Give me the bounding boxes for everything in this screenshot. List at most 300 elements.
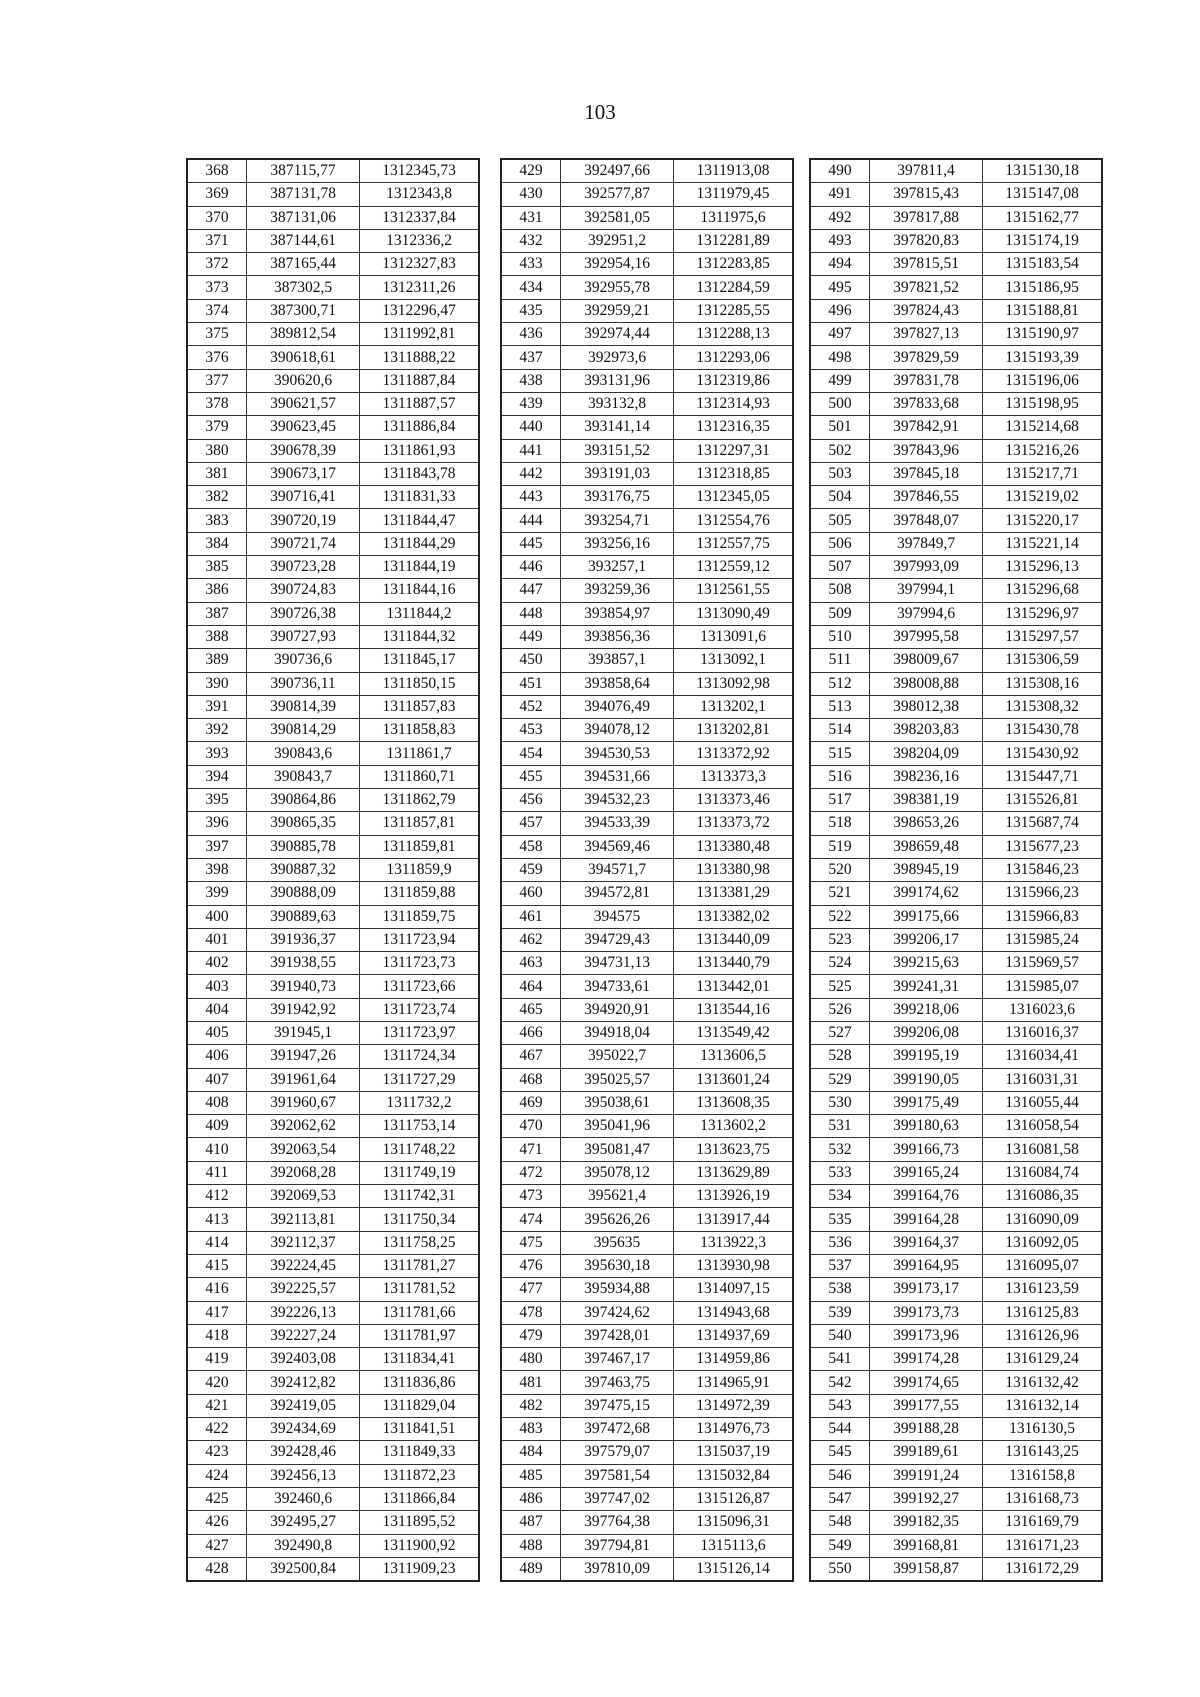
y-coordinate-cell: 1311850,15 — [360, 672, 480, 695]
x-coordinate-cell: 397831,78 — [870, 369, 983, 392]
table-row — [810, 1138, 1102, 1161]
x-coordinate-cell: 390723,28 — [247, 556, 360, 579]
point-number-cell: 491 — [810, 183, 870, 206]
point-number-cell: 388 — [187, 625, 247, 648]
point-number-cell: 414 — [187, 1231, 247, 1254]
point-number-cell: 467 — [501, 1045, 561, 1068]
x-coordinate-cell: 390887,32 — [247, 858, 360, 881]
y-coordinate-cell: 1311844,19 — [360, 556, 480, 579]
point-number-cell: 496 — [810, 299, 870, 322]
x-coordinate-cell: 387131,78 — [247, 183, 360, 206]
point-number-cell: 527 — [810, 1021, 870, 1044]
table-row — [187, 253, 479, 276]
table-row — [187, 1045, 479, 1068]
x-coordinate-cell: 397842,91 — [870, 416, 983, 439]
point-number-cell: 434 — [501, 276, 561, 299]
point-number-cell: 380 — [187, 439, 247, 462]
y-coordinate-cell: 1311857,83 — [360, 695, 480, 718]
point-number-cell: 524 — [810, 952, 870, 975]
point-number-cell: 428 — [187, 1557, 247, 1581]
x-coordinate-cell: 398659,48 — [870, 835, 983, 858]
y-coordinate-cell: 1315308,16 — [983, 672, 1103, 695]
x-coordinate-cell: 390864,86 — [247, 789, 360, 812]
point-number-cell: 392 — [187, 719, 247, 742]
table-row — [501, 789, 793, 812]
x-coordinate-cell: 394569,46 — [561, 835, 674, 858]
point-number-cell: 393 — [187, 742, 247, 765]
table-row — [187, 229, 479, 252]
point-number-cell: 379 — [187, 416, 247, 439]
x-coordinate-cell: 397463,75 — [561, 1371, 674, 1394]
point-number-cell: 426 — [187, 1511, 247, 1534]
y-coordinate-cell: 1316129,24 — [983, 1348, 1103, 1371]
point-number-cell: 509 — [810, 602, 870, 625]
x-coordinate-cell: 392062,62 — [247, 1115, 360, 1138]
y-coordinate-cell: 1311844,16 — [360, 579, 480, 602]
x-coordinate-cell: 389812,54 — [247, 323, 360, 346]
y-coordinate-cell: 1315297,57 — [983, 625, 1103, 648]
y-coordinate-cell: 1311749,19 — [360, 1161, 480, 1184]
y-coordinate-cell: 1311858,83 — [360, 719, 480, 742]
x-coordinate-cell: 392225,57 — [247, 1278, 360, 1301]
x-coordinate-cell: 392973,6 — [561, 346, 674, 369]
point-number-cell: 404 — [187, 998, 247, 1021]
y-coordinate-cell: 1315308,32 — [983, 695, 1103, 718]
point-number-cell: 378 — [187, 392, 247, 415]
y-coordinate-cell: 1316123,59 — [983, 1278, 1103, 1301]
x-coordinate-cell: 390736,11 — [247, 672, 360, 695]
point-number-cell: 470 — [501, 1115, 561, 1138]
x-coordinate-cell: 392063,54 — [247, 1138, 360, 1161]
y-coordinate-cell: 1313092,1 — [674, 649, 794, 672]
point-number-cell: 439 — [501, 392, 561, 415]
y-coordinate-cell: 1312293,06 — [674, 346, 794, 369]
table-row — [187, 998, 479, 1021]
table-row — [810, 1091, 1102, 1114]
point-number-cell: 534 — [810, 1185, 870, 1208]
point-number-cell: 501 — [810, 416, 870, 439]
table-row — [501, 439, 793, 462]
point-number-cell: 544 — [810, 1418, 870, 1441]
x-coordinate-cell: 398012,38 — [870, 695, 983, 718]
x-coordinate-cell: 397811,4 — [870, 159, 983, 183]
y-coordinate-cell: 1311723,74 — [360, 998, 480, 1021]
table-row — [501, 532, 793, 555]
point-number-cell: 529 — [810, 1068, 870, 1091]
table-row — [810, 789, 1102, 812]
table-row — [810, 765, 1102, 788]
point-number-cell: 487 — [501, 1511, 561, 1534]
point-number-cell: 377 — [187, 369, 247, 392]
point-number-cell: 394 — [187, 765, 247, 788]
x-coordinate-cell: 390716,41 — [247, 486, 360, 509]
table-row — [501, 998, 793, 1021]
x-coordinate-cell: 398381,19 — [870, 789, 983, 812]
y-coordinate-cell: 1315147,08 — [983, 183, 1103, 206]
x-coordinate-cell: 390620,6 — [247, 369, 360, 392]
x-coordinate-cell: 397428,01 — [561, 1324, 674, 1347]
x-coordinate-cell: 392434,69 — [247, 1418, 360, 1441]
y-coordinate-cell: 1312297,31 — [674, 439, 794, 462]
table-row — [501, 183, 793, 206]
x-coordinate-cell: 395041,96 — [561, 1115, 674, 1138]
table-row — [187, 1068, 479, 1091]
x-coordinate-cell: 395022,7 — [561, 1045, 674, 1068]
y-coordinate-cell: 1315966,83 — [983, 905, 1103, 928]
x-coordinate-cell: 395635 — [561, 1231, 674, 1254]
x-coordinate-cell: 398009,67 — [870, 649, 983, 672]
table-row — [187, 1301, 479, 1324]
table-row — [501, 1185, 793, 1208]
x-coordinate-cell: 394729,43 — [561, 928, 674, 951]
y-coordinate-cell: 1315430,78 — [983, 719, 1103, 742]
point-number-cell: 458 — [501, 835, 561, 858]
y-coordinate-cell: 1316095,07 — [983, 1254, 1103, 1277]
table-row — [187, 556, 479, 579]
point-number-cell: 431 — [501, 206, 561, 229]
y-coordinate-cell: 1316058,54 — [983, 1115, 1103, 1138]
coordinate-table-3 — [809, 158, 1103, 1582]
y-coordinate-cell: 1311844,2 — [360, 602, 480, 625]
table-row — [187, 1464, 479, 1487]
table-row — [810, 1464, 1102, 1487]
point-number-cell: 515 — [810, 742, 870, 765]
x-coordinate-cell: 395934,88 — [561, 1278, 674, 1301]
x-coordinate-cell: 397747,02 — [561, 1487, 674, 1510]
table-row — [810, 1557, 1102, 1581]
page-number: 103 — [584, 100, 616, 124]
y-coordinate-cell: 1316023,6 — [983, 998, 1103, 1021]
point-number-cell: 518 — [810, 812, 870, 835]
table-row — [810, 532, 1102, 555]
x-coordinate-cell: 393132,8 — [561, 392, 674, 415]
y-coordinate-cell: 1312284,59 — [674, 276, 794, 299]
table-row — [501, 882, 793, 905]
point-number-cell: 402 — [187, 952, 247, 975]
table-row — [187, 1324, 479, 1347]
point-number-cell: 547 — [810, 1487, 870, 1510]
x-coordinate-cell: 398204,09 — [870, 742, 983, 765]
table-row — [810, 346, 1102, 369]
point-number-cell: 395 — [187, 789, 247, 812]
point-number-cell: 536 — [810, 1231, 870, 1254]
point-number-cell: 531 — [810, 1115, 870, 1138]
y-coordinate-cell: 1315188,81 — [983, 299, 1103, 322]
table-row — [187, 369, 479, 392]
table-row — [501, 462, 793, 485]
table-row — [810, 1371, 1102, 1394]
table-row — [501, 1115, 793, 1138]
table-row — [501, 579, 793, 602]
table-row — [187, 1254, 479, 1277]
table-row — [501, 416, 793, 439]
table-row — [810, 1324, 1102, 1347]
x-coordinate-cell: 394076,49 — [561, 695, 674, 718]
y-coordinate-cell: 1311724,34 — [360, 1045, 480, 1068]
x-coordinate-cell: 391936,37 — [247, 928, 360, 951]
y-coordinate-cell: 1311836,86 — [360, 1371, 480, 1394]
y-coordinate-cell: 1311845,17 — [360, 649, 480, 672]
table-row — [187, 1021, 479, 1044]
table-row — [810, 416, 1102, 439]
y-coordinate-cell: 1315126,87 — [674, 1487, 794, 1510]
point-number-cell: 443 — [501, 486, 561, 509]
point-number-cell: 507 — [810, 556, 870, 579]
point-number-cell: 391 — [187, 695, 247, 718]
point-number-cell: 481 — [501, 1371, 561, 1394]
point-number-cell: 445 — [501, 532, 561, 555]
table-row — [501, 649, 793, 672]
y-coordinate-cell: 1311723,97 — [360, 1021, 480, 1044]
x-coordinate-cell: 395081,47 — [561, 1138, 674, 1161]
point-number-cell: 471 — [501, 1138, 561, 1161]
table-row — [810, 1208, 1102, 1231]
x-coordinate-cell: 392497,66 — [561, 159, 674, 183]
point-number-cell: 468 — [501, 1068, 561, 1091]
table-row — [187, 392, 479, 415]
table-row — [501, 1208, 793, 1231]
table-row — [810, 812, 1102, 835]
point-number-cell: 550 — [810, 1557, 870, 1581]
point-number-cell: 438 — [501, 369, 561, 392]
x-coordinate-cell: 391947,26 — [247, 1045, 360, 1068]
x-coordinate-cell: 399175,49 — [870, 1091, 983, 1114]
table-row — [501, 742, 793, 765]
point-number-cell: 401 — [187, 928, 247, 951]
table-row — [810, 276, 1102, 299]
table-row — [187, 719, 479, 742]
y-coordinate-cell: 1315216,26 — [983, 439, 1103, 462]
x-coordinate-cell: 392577,87 — [561, 183, 674, 206]
y-coordinate-cell: 1311895,52 — [360, 1511, 480, 1534]
point-number-cell: 475 — [501, 1231, 561, 1254]
point-number-cell: 474 — [501, 1208, 561, 1231]
x-coordinate-cell: 394575 — [561, 905, 674, 928]
y-coordinate-cell: 1313381,29 — [674, 882, 794, 905]
coordinate-table-1 — [186, 158, 480, 1582]
y-coordinate-cell: 1316086,35 — [983, 1185, 1103, 1208]
table-row — [187, 1278, 479, 1301]
x-coordinate-cell: 392500,84 — [247, 1557, 360, 1581]
table-row — [810, 1348, 1102, 1371]
point-number-cell: 483 — [501, 1418, 561, 1441]
table-row — [501, 672, 793, 695]
y-coordinate-cell: 1311781,97 — [360, 1324, 480, 1347]
table-row — [187, 206, 479, 229]
x-coordinate-cell: 392495,27 — [247, 1511, 360, 1534]
x-coordinate-cell: 392068,28 — [247, 1161, 360, 1184]
y-coordinate-cell: 1316034,41 — [983, 1045, 1103, 1068]
point-number-cell: 500 — [810, 392, 870, 415]
x-coordinate-cell: 392226,13 — [247, 1301, 360, 1324]
x-coordinate-cell: 397475,15 — [561, 1394, 674, 1417]
table-row — [810, 1534, 1102, 1557]
table-row — [501, 952, 793, 975]
point-number-cell: 447 — [501, 579, 561, 602]
x-coordinate-cell: 397581,54 — [561, 1464, 674, 1487]
point-number-cell: 519 — [810, 835, 870, 858]
table-row — [810, 579, 1102, 602]
point-number-cell: 423 — [187, 1441, 247, 1464]
y-coordinate-cell: 1315183,54 — [983, 253, 1103, 276]
table-row — [501, 1487, 793, 1510]
y-coordinate-cell: 1316084,74 — [983, 1161, 1103, 1184]
x-coordinate-cell: 399174,65 — [870, 1371, 983, 1394]
point-number-cell: 444 — [501, 509, 561, 532]
point-number-cell: 455 — [501, 765, 561, 788]
x-coordinate-cell: 392112,37 — [247, 1231, 360, 1254]
y-coordinate-cell: 1312337,84 — [360, 206, 480, 229]
table-row — [187, 323, 479, 346]
y-coordinate-cell: 1311913,08 — [674, 159, 794, 183]
table-row — [501, 1068, 793, 1091]
x-coordinate-cell: 393858,64 — [561, 672, 674, 695]
table-row — [501, 1091, 793, 1114]
x-coordinate-cell: 394731,13 — [561, 952, 674, 975]
x-coordinate-cell: 399191,24 — [870, 1464, 983, 1487]
y-coordinate-cell: 1311992,81 — [360, 323, 480, 346]
table-row — [501, 323, 793, 346]
table-row — [187, 975, 479, 998]
point-number-cell: 437 — [501, 346, 561, 369]
y-coordinate-cell: 1313608,35 — [674, 1091, 794, 1114]
x-coordinate-cell: 399164,37 — [870, 1231, 983, 1254]
point-number-cell: 476 — [501, 1254, 561, 1277]
table-row — [810, 1068, 1102, 1091]
table-row — [187, 462, 479, 485]
y-coordinate-cell: 1315985,24 — [983, 928, 1103, 951]
y-coordinate-cell: 1311979,45 — [674, 183, 794, 206]
x-coordinate-cell: 399158,87 — [870, 1557, 983, 1581]
table-row — [187, 812, 479, 835]
x-coordinate-cell: 390888,09 — [247, 882, 360, 905]
y-coordinate-cell: 1312336,2 — [360, 229, 480, 252]
x-coordinate-cell: 393257,1 — [561, 556, 674, 579]
table-row — [810, 928, 1102, 951]
point-number-cell: 541 — [810, 1348, 870, 1371]
table-row — [810, 299, 1102, 322]
x-coordinate-cell: 391945,1 — [247, 1021, 360, 1044]
table-row — [187, 509, 479, 532]
x-coordinate-cell: 397579,07 — [561, 1441, 674, 1464]
table-row — [810, 1185, 1102, 1208]
table-row — [187, 1231, 479, 1254]
y-coordinate-cell: 1315296,97 — [983, 602, 1103, 625]
y-coordinate-cell: 1313629,89 — [674, 1161, 794, 1184]
y-coordinate-cell: 1315126,14 — [674, 1557, 794, 1581]
point-number-cell: 412 — [187, 1185, 247, 1208]
table-row — [501, 1348, 793, 1371]
x-coordinate-cell: 399164,28 — [870, 1208, 983, 1231]
x-coordinate-cell: 392955,78 — [561, 276, 674, 299]
y-coordinate-cell: 1316031,31 — [983, 1068, 1103, 1091]
table-row — [810, 509, 1102, 532]
table-row — [187, 1511, 479, 1534]
x-coordinate-cell: 387115,77 — [247, 159, 360, 183]
table-row — [187, 905, 479, 928]
x-coordinate-cell: 392412,82 — [247, 1371, 360, 1394]
y-coordinate-cell: 1311781,66 — [360, 1301, 480, 1324]
x-coordinate-cell: 399166,73 — [870, 1138, 983, 1161]
point-number-cell: 539 — [810, 1301, 870, 1324]
y-coordinate-cell: 1315198,95 — [983, 392, 1103, 415]
point-number-cell: 441 — [501, 439, 561, 462]
point-number-cell: 489 — [501, 1557, 561, 1581]
y-coordinate-cell: 1311732,2 — [360, 1091, 480, 1114]
table-row — [501, 1231, 793, 1254]
table-row — [810, 835, 1102, 858]
table-row — [501, 299, 793, 322]
y-coordinate-cell: 1312345,73 — [360, 159, 480, 183]
y-coordinate-cell: 1315217,71 — [983, 462, 1103, 485]
x-coordinate-cell: 391960,67 — [247, 1091, 360, 1114]
x-coordinate-cell: 390720,19 — [247, 509, 360, 532]
point-number-cell: 477 — [501, 1278, 561, 1301]
x-coordinate-cell: 399192,27 — [870, 1487, 983, 1510]
table-row — [810, 183, 1102, 206]
point-number-cell: 446 — [501, 556, 561, 579]
point-number-cell: 398 — [187, 858, 247, 881]
y-coordinate-cell: 1311887,84 — [360, 369, 480, 392]
table-row — [501, 812, 793, 835]
x-coordinate-cell: 397817,88 — [870, 206, 983, 229]
y-coordinate-cell: 1315966,23 — [983, 882, 1103, 905]
y-coordinate-cell: 1311888,22 — [360, 346, 480, 369]
table-row — [501, 695, 793, 718]
y-coordinate-cell: 1312318,85 — [674, 462, 794, 485]
table-row — [501, 835, 793, 858]
table-row — [810, 1231, 1102, 1254]
x-coordinate-cell: 399206,17 — [870, 928, 983, 951]
point-number-cell: 410 — [187, 1138, 247, 1161]
table-row — [501, 858, 793, 881]
x-coordinate-cell: 390727,93 — [247, 625, 360, 648]
x-coordinate-cell: 393854,97 — [561, 602, 674, 625]
point-number-cell: 464 — [501, 975, 561, 998]
point-number-cell: 545 — [810, 1441, 870, 1464]
y-coordinate-cell: 1313380,98 — [674, 858, 794, 881]
table-row — [501, 1464, 793, 1487]
x-coordinate-cell: 394531,66 — [561, 765, 674, 788]
point-number-cell: 451 — [501, 672, 561, 695]
y-coordinate-cell: 1316143,25 — [983, 1441, 1103, 1464]
y-coordinate-cell: 1312561,55 — [674, 579, 794, 602]
y-coordinate-cell: 1312345,05 — [674, 486, 794, 509]
x-coordinate-cell: 399175,66 — [870, 905, 983, 928]
y-coordinate-cell: 1311866,84 — [360, 1487, 480, 1510]
x-coordinate-cell: 399173,96 — [870, 1324, 983, 1347]
y-coordinate-cell: 1313373,3 — [674, 765, 794, 788]
y-coordinate-cell: 1312343,8 — [360, 183, 480, 206]
y-coordinate-cell: 1316130,5 — [983, 1418, 1103, 1441]
x-coordinate-cell: 387144,61 — [247, 229, 360, 252]
point-number-cell: 374 — [187, 299, 247, 322]
y-coordinate-cell: 1311909,23 — [360, 1557, 480, 1581]
point-number-cell: 435 — [501, 299, 561, 322]
y-coordinate-cell: 1315296,68 — [983, 579, 1103, 602]
y-coordinate-cell: 1314097,15 — [674, 1278, 794, 1301]
table-row — [187, 416, 479, 439]
table-row — [810, 905, 1102, 928]
point-number-cell: 482 — [501, 1394, 561, 1417]
table-row — [810, 462, 1102, 485]
y-coordinate-cell: 1312285,55 — [674, 299, 794, 322]
point-number-cell: 479 — [501, 1324, 561, 1347]
y-coordinate-cell: 1315220,17 — [983, 509, 1103, 532]
x-coordinate-cell: 399168,81 — [870, 1534, 983, 1557]
table-row — [187, 765, 479, 788]
y-coordinate-cell: 1311860,71 — [360, 765, 480, 788]
